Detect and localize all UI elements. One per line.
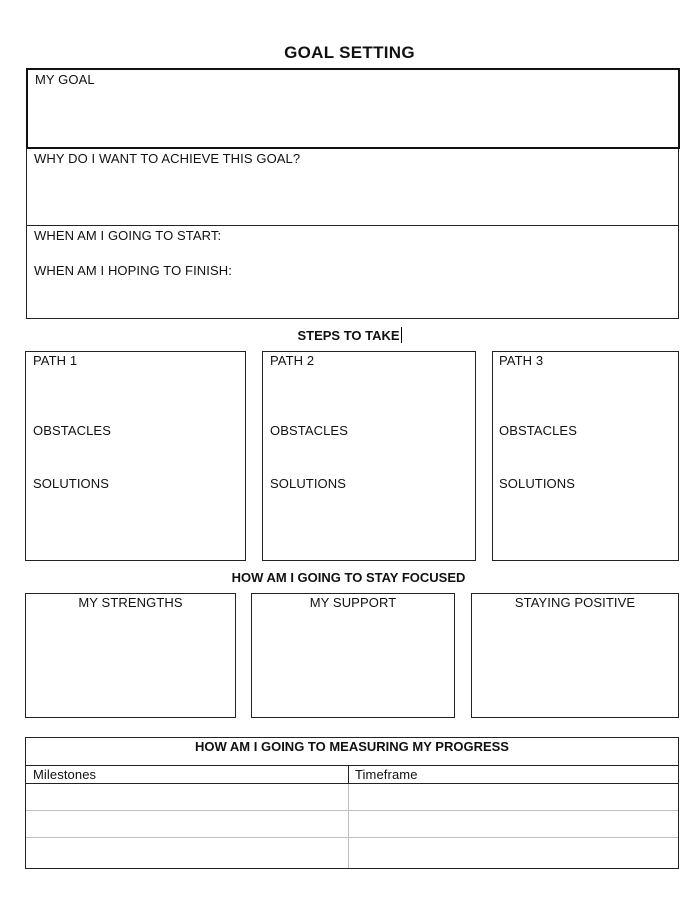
when-box[interactable] [26, 225, 679, 319]
support-box[interactable] [251, 593, 455, 718]
obstacles-label: OBSTACLES [499, 423, 577, 438]
obstacles-label: OBSTACLES [33, 423, 111, 438]
staying-positive-label: STAYING POSITIVE [514, 595, 636, 610]
column-divider-header [348, 765, 349, 784]
obstacles-label: OBSTACLES [270, 423, 348, 438]
path-label: PATH 1 [33, 353, 78, 368]
strengths-box[interactable] [25, 593, 236, 718]
path-box-2[interactable] [262, 351, 476, 561]
header-divider [26, 765, 678, 766]
steps-heading-text: STEPS TO TAKE [297, 328, 400, 343]
focus-heading: HOW AM I GOING TO STAY FOCUSED [231, 570, 466, 585]
my-goal-label: MY GOAL [35, 72, 95, 87]
why-label: WHY DO I WANT TO ACHIEVE THIS GOAL? [34, 151, 301, 166]
why-box[interactable] [26, 148, 679, 226]
text-cursor [401, 327, 402, 343]
progress-heading: HOW AM I GOING TO MEASURING MY PROGRESS [195, 739, 509, 754]
solutions-label: SOLUTIONS [499, 476, 576, 491]
solutions-label: SOLUTIONS [270, 476, 347, 491]
positive-box[interactable] [471, 593, 679, 718]
path-label: PATH 3 [499, 353, 544, 368]
progress-table [25, 737, 679, 869]
table-row[interactable] [26, 784, 678, 810]
milestones-header: Milestones [33, 767, 97, 782]
page-title: GOAL SETTING [284, 43, 415, 62]
path-label: PATH 2 [270, 353, 315, 368]
start-label: WHEN AM I GOING TO START: [34, 228, 222, 243]
my-goal-box[interactable] [26, 68, 680, 149]
support-label: MY SUPPORT [309, 595, 397, 610]
table-row[interactable] [26, 838, 678, 868]
table-row[interactable] [26, 811, 678, 837]
finish-label: WHEN AM I HOPING TO FINISH: [34, 263, 232, 278]
strengths-label: MY STRENGTHS [78, 595, 183, 610]
solutions-label: SOLUTIONS [33, 476, 110, 491]
timeframe-header: Timeframe [355, 767, 418, 782]
steps-heading [0, 327, 699, 343]
path-box-1[interactable] [25, 351, 246, 561]
path-box-3[interactable] [492, 351, 679, 561]
